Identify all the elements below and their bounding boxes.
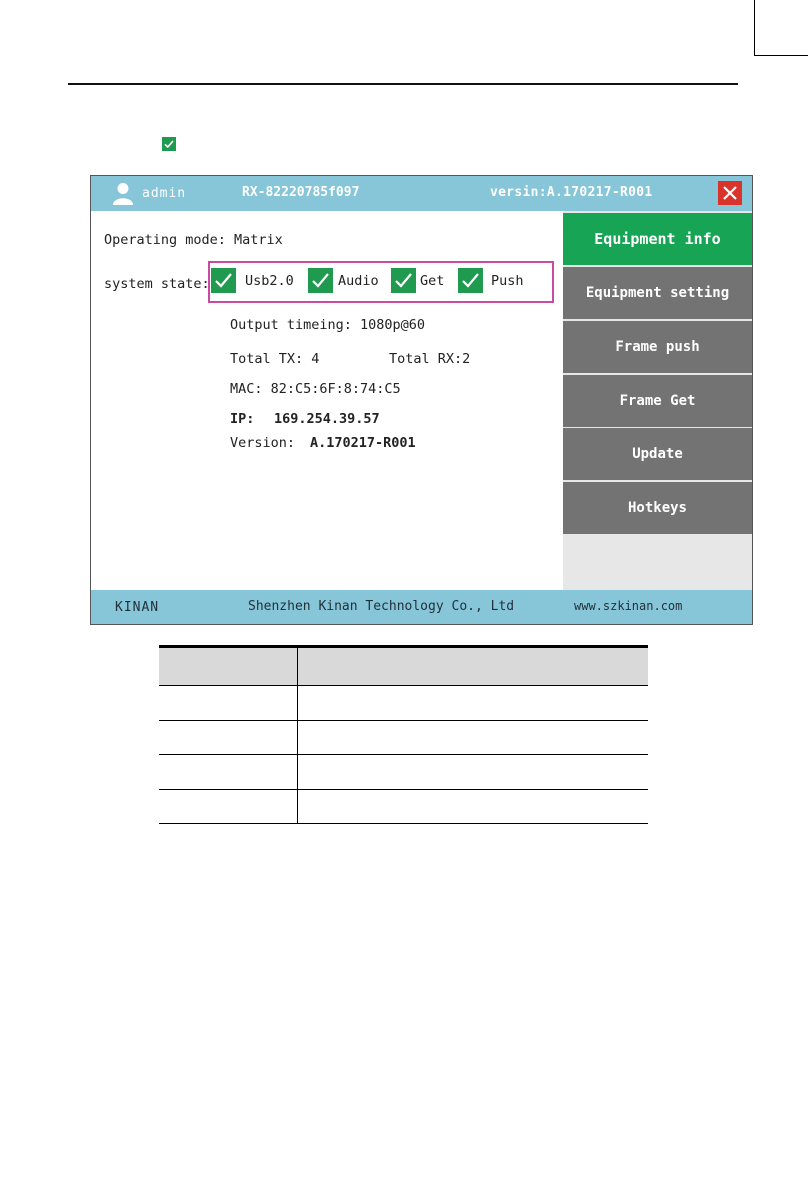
crop-mark-horizontal xyxy=(754,55,808,56)
device-ui-screenshot xyxy=(90,175,753,625)
output-timing: Output timeing: 1080p@60 xyxy=(230,317,426,333)
username: admin xyxy=(142,186,187,201)
header-rule xyxy=(68,83,738,85)
sidebar-menu xyxy=(563,211,753,591)
user-icon xyxy=(111,181,135,205)
ip-label: IP: xyxy=(230,411,255,427)
check-icon xyxy=(391,268,416,293)
version-value: A.170217-R001 xyxy=(310,435,416,451)
table-row-line xyxy=(159,754,648,755)
company-name: Shenzhen Kinan Technology Co., Ltd xyxy=(248,599,515,614)
table-header xyxy=(159,648,648,685)
state-push: Push xyxy=(491,273,524,289)
operating-mode: Operating mode: Matrix xyxy=(104,232,283,248)
state-get: Get xyxy=(420,273,445,289)
menu-update[interactable]: Update xyxy=(563,428,752,480)
menu-equipment-info[interactable]: Equipment info xyxy=(563,213,752,265)
close-icon xyxy=(718,181,742,205)
crop-mark-vertical xyxy=(754,0,755,55)
system-state-group xyxy=(208,261,554,303)
check-icon xyxy=(458,268,483,293)
check-icon xyxy=(211,268,236,293)
version-label: Version: xyxy=(230,435,296,451)
table-row-line xyxy=(159,685,648,686)
system-state-label: system state: xyxy=(104,276,210,292)
device-id: RX-82220785f097 xyxy=(242,185,360,200)
state-usb: Usb2.0 xyxy=(245,273,294,289)
table-row-line xyxy=(159,823,648,824)
menu-frame-get[interactable]: Frame Get xyxy=(563,375,752,427)
total-tx: Total TX: 4 xyxy=(230,351,320,367)
website-link[interactable]: www.szkinan.com xyxy=(574,599,683,613)
menu-frame-push[interactable]: Frame push xyxy=(563,321,752,373)
state-audio: Audio xyxy=(338,273,379,289)
brand-name: KINAN xyxy=(115,600,160,615)
mac-address: MAC: 82:C5:6F:8:74:C5 xyxy=(230,381,401,397)
menu-equipment-setting[interactable]: Equipment setting xyxy=(563,267,752,319)
checkbox-icon xyxy=(162,137,176,151)
table-row-line xyxy=(159,789,648,790)
close-button[interactable] xyxy=(718,181,742,205)
footer-bar xyxy=(91,590,752,624)
check-icon xyxy=(308,268,333,293)
table-row-line xyxy=(159,720,648,721)
total-rx: Total RX:2 xyxy=(389,351,471,367)
info-panel xyxy=(91,211,563,591)
menu-hotkeys[interactable]: Hotkeys xyxy=(563,482,752,534)
ip-value: 169.254.39.57 xyxy=(274,411,380,427)
table-column-divider xyxy=(297,648,298,824)
top-bar xyxy=(91,176,752,211)
version-label: versin:A.170217-R001 xyxy=(490,185,653,200)
